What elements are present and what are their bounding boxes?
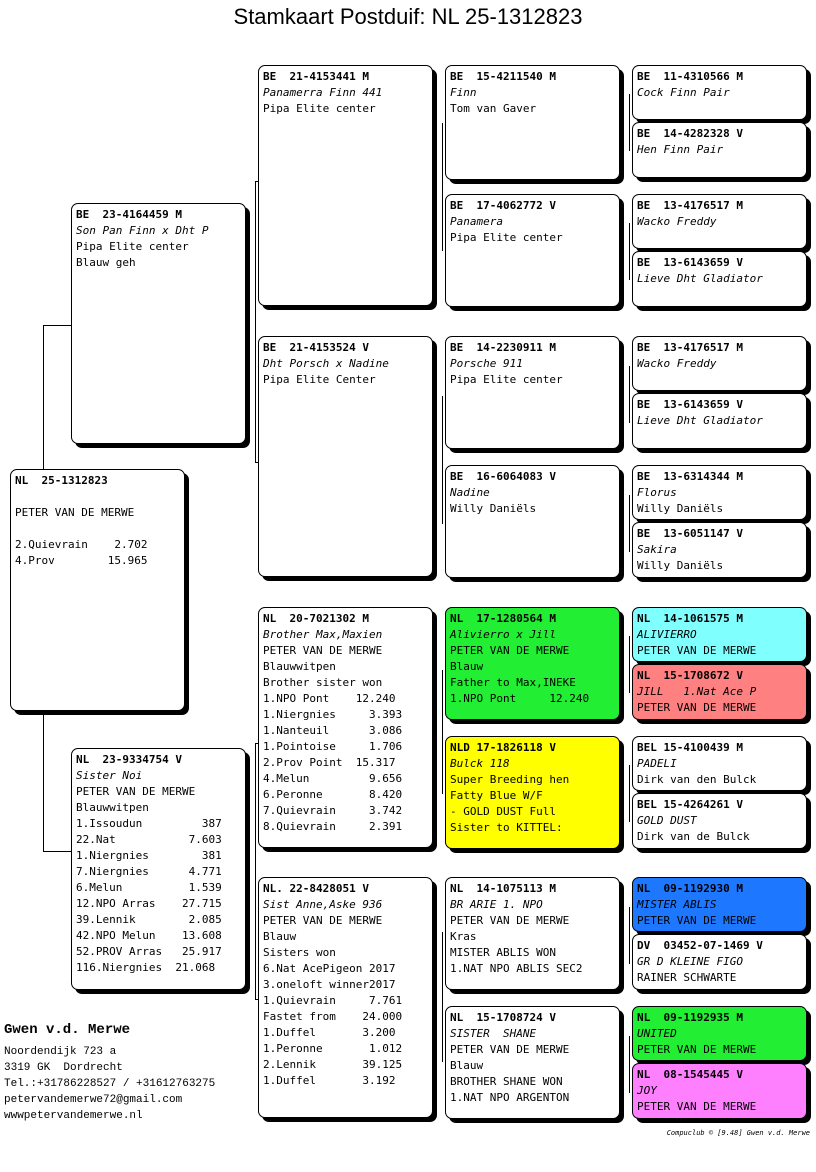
pigeon-card-gen4 xyxy=(632,522,807,578)
card-line: Sister to KITTEL: xyxy=(450,821,563,834)
pigeon-name: Dht Porsch x Nadine xyxy=(263,357,389,370)
pigeon-card-sire-sire xyxy=(258,65,433,306)
card-line: 4.Melun 9.656 xyxy=(263,772,403,785)
card-line: PETER VAN DE MERWE xyxy=(637,701,757,714)
ring-number: NL 23-9334754 V xyxy=(76,753,182,766)
pigeon-name: Alivierro x Jill xyxy=(450,628,556,641)
pigeon-card-dam-dam xyxy=(258,877,433,1118)
card-line: Pipa Elite center xyxy=(76,240,189,253)
card-line: 1.NAT NPO ABLIS SEC2 xyxy=(450,962,583,975)
card-line: 1.Nanteuil 3.086 xyxy=(263,724,403,737)
connector-line xyxy=(629,366,630,423)
card-line: 22.Nat 7.603 xyxy=(76,833,222,846)
connector-line xyxy=(442,932,443,1062)
pigeon-card-subject xyxy=(10,469,185,711)
card-line: 52.PROV Arras 25.917 xyxy=(76,945,222,958)
card-line: PETER VAN DE MERWE xyxy=(263,644,383,657)
connector-line xyxy=(629,495,630,552)
card-line: 4.Prov 15.965 xyxy=(15,554,148,567)
card-line: PETER VAN DE MERWE xyxy=(450,644,570,657)
ring-number: NL 15-1708724 V xyxy=(450,1011,556,1024)
card-line: Pipa Elite center xyxy=(450,231,563,244)
card-line: 1.Duffel 3.200 xyxy=(263,1026,396,1039)
card-line: 1.NAT NPO ARGENTON xyxy=(450,1091,570,1104)
card-line: Pipa Elite Center xyxy=(263,373,376,386)
card-line: 3.oneloft winner2017 xyxy=(263,978,396,991)
connector-line xyxy=(629,765,630,822)
card-line xyxy=(15,521,180,537)
pigeon-card-gen4 xyxy=(632,65,807,120)
card-line: Super Breeding hen xyxy=(450,773,570,786)
pigeon-name: PADELI xyxy=(637,757,677,770)
card-line: Blauw geh xyxy=(76,256,136,269)
pigeon-card-gen3 xyxy=(445,194,620,307)
card-line: 2.Prov Point 15.317 xyxy=(263,756,396,769)
card-line: Blauw xyxy=(450,1059,484,1072)
pigeon-card-gen4 xyxy=(632,1006,807,1061)
card-line: Dirk van de Bulck xyxy=(637,830,750,843)
pigeon-card-sire xyxy=(71,203,246,444)
ring-number: BE 16-6064083 V xyxy=(450,470,556,483)
ring-number: NL 15-1708672 V xyxy=(637,669,743,682)
pigeon-name: Lieve Dht Gladiator xyxy=(637,414,763,427)
pigeon-card-gen4 xyxy=(632,736,807,791)
card-line: 12.NPO Arras 27.715 xyxy=(76,897,222,910)
pigeon-name: Hen Finn Pair xyxy=(637,143,724,156)
card-line: Pipa Elite center xyxy=(263,102,376,115)
card-line: Blauwwitpen xyxy=(76,801,149,814)
ring-number: BE 14-2230911 M xyxy=(450,341,556,354)
owner-website[interactable]: wwwpetervandemerwe.nl xyxy=(4,1110,143,1122)
card-line: Willy Daniëls xyxy=(450,502,537,515)
owner-name: Gwen v.d. Merwe xyxy=(4,1022,131,1038)
card-line: Dirk van den Bulck xyxy=(637,773,757,786)
footer-credit: Compuclub © [9.48] Gwen v.d. Merwe xyxy=(666,1129,810,1137)
card-line: Blauw xyxy=(263,930,297,943)
pigeon-name: Wacko Freddy xyxy=(637,357,717,370)
pigeon-name: Porsche 911 xyxy=(450,357,523,370)
card-line: PETER VAN DE MERWE xyxy=(76,785,196,798)
pigeon-card-gen4 xyxy=(632,1063,807,1119)
card-line: 1.Pointoise 1.706 xyxy=(263,740,403,753)
pigeon-card-gen4 xyxy=(632,934,807,990)
pigeon-card-dam xyxy=(71,748,246,990)
card-line: 6.Nat AcePigeon 2017 xyxy=(263,962,396,975)
pigeon-card-gen3 xyxy=(445,465,620,578)
pigeon-name: Nadine xyxy=(450,486,490,499)
pigeon-card-gen4 xyxy=(632,465,807,520)
card-line: PETER VAN DE MERWE xyxy=(15,506,135,519)
ring-number: NL 17-1280564 M xyxy=(450,612,556,625)
ring-number: BE 21-4153524 V xyxy=(263,341,369,354)
ring-number: BE 11-4310566 M xyxy=(637,70,743,83)
pigeon-name: Sist Anne,Aske 936 xyxy=(263,898,383,911)
card-line: PETER VAN DE MERWE xyxy=(263,914,383,927)
ring-number: NLD 17-1826118 V xyxy=(450,741,556,754)
pigeon-card-gen3 xyxy=(445,877,620,990)
card-line: Blauwwitpen xyxy=(263,660,336,673)
pigeon-card-gen4 xyxy=(632,122,807,178)
pigeon-card-gen4 xyxy=(632,793,807,849)
owner-phone: Tel.:+31786228527 / +31612763275 xyxy=(4,1078,216,1090)
pigeon-card-gen3 xyxy=(445,336,620,449)
ring-number: NL 09-1192930 M xyxy=(637,882,743,895)
card-line: 1.Quievrain 7.761 xyxy=(263,994,403,1007)
card-line: 6.Melun 1.539 xyxy=(76,881,222,894)
owner-postcode: 3319 GK Dordrecht xyxy=(4,1062,123,1074)
owner-address: Noordendijk 723 a xyxy=(4,1046,117,1058)
pigeon-name: MISTER ABLIS xyxy=(637,898,717,911)
pigeon-card-dam-sire xyxy=(258,607,433,848)
pigeon-card-gen3 xyxy=(445,736,620,849)
card-line: 1.Duffel 3.192 xyxy=(263,1074,396,1087)
pigeon-name: Bulck 118 xyxy=(450,757,510,770)
card-line: BROTHER SHANE WON xyxy=(450,1075,563,1088)
pigeon-card-sire-dam xyxy=(258,336,433,577)
pigeon-name: JILL 1.Nat Ace P xyxy=(637,685,757,698)
pigeon-name: Son Pan Finn x Dht P xyxy=(76,224,209,237)
card-line: 6.Peronne 8.420 xyxy=(263,788,403,801)
ring-number: BE 14-4282328 V xyxy=(637,127,743,140)
ring-number: NL 14-1075113 M xyxy=(450,882,556,895)
pigeon-name: Brother Max,Maxien xyxy=(263,628,383,641)
pigeon-name: Panamera xyxy=(450,215,503,228)
pigeon-name: SISTER SHANE xyxy=(450,1027,537,1040)
card-line: Willy Daniëls xyxy=(637,559,724,572)
connector-line xyxy=(43,851,71,852)
card-line: PETER VAN DE MERWE xyxy=(637,1043,757,1056)
connector-line xyxy=(43,325,71,326)
card-line: Sisters won xyxy=(263,946,336,959)
ring-number: BEL 15-4100439 M xyxy=(637,741,743,754)
ring-number: BE 13-6314344 M xyxy=(637,470,743,483)
page-title: Stamkaart Postduif: NL 25-1312823 xyxy=(233,4,583,29)
card-line: PETER VAN DE MERWE xyxy=(450,914,570,927)
ring-number: BE 23-4164459 M xyxy=(76,208,182,221)
pigeon-card-gen4 xyxy=(632,607,807,662)
ring-number: BE 13-6143659 V xyxy=(637,256,743,269)
pigeon-name: UNITED xyxy=(637,1027,677,1040)
card-line: Father to Max,INEKE xyxy=(450,676,576,689)
card-line: PETER VAN DE MERWE xyxy=(637,1100,757,1113)
pigeon-name: GR D KLEINE FIGO xyxy=(637,955,743,968)
card-line: Kras xyxy=(450,930,477,943)
card-line: RAINER SCHWARTE xyxy=(637,971,737,984)
ring-number: BE 13-6143659 V xyxy=(637,398,743,411)
pigeon-card-gen4 xyxy=(632,336,807,391)
card-line: PETER VAN DE MERWE xyxy=(450,1043,570,1056)
pigeon-name: JOY xyxy=(637,1084,657,1097)
card-line: - GOLD DUST Full xyxy=(450,805,556,818)
card-line: 42.NPO Melun 13.608 xyxy=(76,929,222,942)
pigeon-name: Sakira xyxy=(637,543,677,556)
card-line: Tom van Gaver xyxy=(450,102,537,115)
ring-number: BE 15-4211540 M xyxy=(450,70,556,83)
pigeon-card-gen3 xyxy=(445,607,620,720)
card-line: Fastet from 24.000 xyxy=(263,1010,403,1023)
card-line: Blauw xyxy=(450,660,484,673)
card-line: 2.Lennik 39.125 xyxy=(263,1058,403,1071)
card-line: PETER VAN DE MERWE xyxy=(637,914,757,927)
pigeon-name: ALIVIERRO xyxy=(637,628,697,641)
ring-number: NL 20-7021302 M xyxy=(263,612,369,625)
ring-number: NL 25-1312823 xyxy=(15,474,108,487)
pigeon-card-gen4 xyxy=(632,251,807,307)
pigeon-name: Florus xyxy=(637,486,677,499)
card-line: 1.Issoudun 387 xyxy=(76,817,222,830)
card-line: 116.Niergnies 21.068 xyxy=(76,961,216,974)
card-line: 8.Quievrain 2.391 xyxy=(263,820,403,833)
pigeon-name: Lieve Dht Gladiator xyxy=(637,272,763,285)
connector-line xyxy=(255,743,256,1000)
card-line: PETER VAN DE MERWE xyxy=(637,644,757,657)
card-line: 1.Peronne 1.012 xyxy=(263,1042,403,1055)
ring-number: NL. 22-8428051 V xyxy=(263,882,369,895)
pigeon-card-gen4 xyxy=(632,877,807,932)
pigeon-name: Wacko Freddy xyxy=(637,215,717,228)
pigeon-name: Finn xyxy=(450,86,477,99)
card-line: 7.Quievrain 3.742 xyxy=(263,804,403,817)
card-line: Willy Daniëls xyxy=(637,502,724,515)
pigeon-card-gen3 xyxy=(445,65,620,180)
pigeon-name: Sister Noi xyxy=(76,769,143,782)
card-line: 39.Lennik 2.085 xyxy=(76,913,222,926)
owner-email[interactable]: petervandemerwe72@gmail.com xyxy=(4,1094,183,1106)
card-line: Brother sister won xyxy=(263,676,383,689)
card-line: Fatty Blue W/F xyxy=(450,789,543,802)
connector-line xyxy=(629,1036,630,1093)
connector-line xyxy=(442,670,443,794)
ring-number: BE 13-4176517 M xyxy=(637,341,743,354)
card-line: 7.Niergnies 4.771 xyxy=(76,865,222,878)
owner-contact xyxy=(4,1020,215,1124)
ring-number: NL 08-1545445 V xyxy=(637,1068,743,1081)
pigeon-name: Panamerra Finn 441 xyxy=(263,86,383,99)
ring-number: BEL 15-4264261 V xyxy=(637,798,743,811)
ring-number: NL 14-1061575 M xyxy=(637,612,743,625)
pigeon-card-gen3 xyxy=(445,1006,620,1119)
ring-number: BE 13-6051147 V xyxy=(637,527,743,540)
connector-line xyxy=(629,907,630,964)
pigeon-name: BR ARIE 1. NPO xyxy=(450,898,543,911)
ring-number: DV 03452-07-1469 V xyxy=(637,939,763,952)
pigeon-card-gen4 xyxy=(632,393,807,449)
card-line: 2.Quievrain 2.702 xyxy=(15,538,148,551)
connector-line xyxy=(629,636,630,693)
card-line: 1.Niergnies 3.393 xyxy=(263,708,403,721)
card-line: Pipa Elite center xyxy=(450,373,563,386)
ring-number: BE 13-4176517 M xyxy=(637,199,743,212)
ring-number: BE 21-4153441 M xyxy=(263,70,369,83)
pigeon-name: Cock Finn Pair xyxy=(637,86,730,99)
ring-number: BE 17-4062772 V xyxy=(450,199,556,212)
card-line xyxy=(15,489,180,505)
card-line: 1.NPO Pont 12.240 xyxy=(450,692,590,705)
connector-line xyxy=(629,223,630,280)
connector-line xyxy=(255,181,256,463)
card-line: MISTER ABLIS WON xyxy=(450,946,556,959)
pigeon-name: GOLD DUST xyxy=(637,814,697,827)
connector-line xyxy=(629,94,630,151)
ring-number: NL 09-1192935 M xyxy=(637,1011,743,1024)
pigeon-card-gen4 xyxy=(632,194,807,249)
pigeon-card-gen4 xyxy=(632,664,807,720)
connector-line xyxy=(442,396,443,524)
connector-line xyxy=(442,123,443,251)
card-line: 1.NPO Pont 12.240 xyxy=(263,692,396,705)
card-line: 1.Niergnies 381 xyxy=(76,849,222,862)
